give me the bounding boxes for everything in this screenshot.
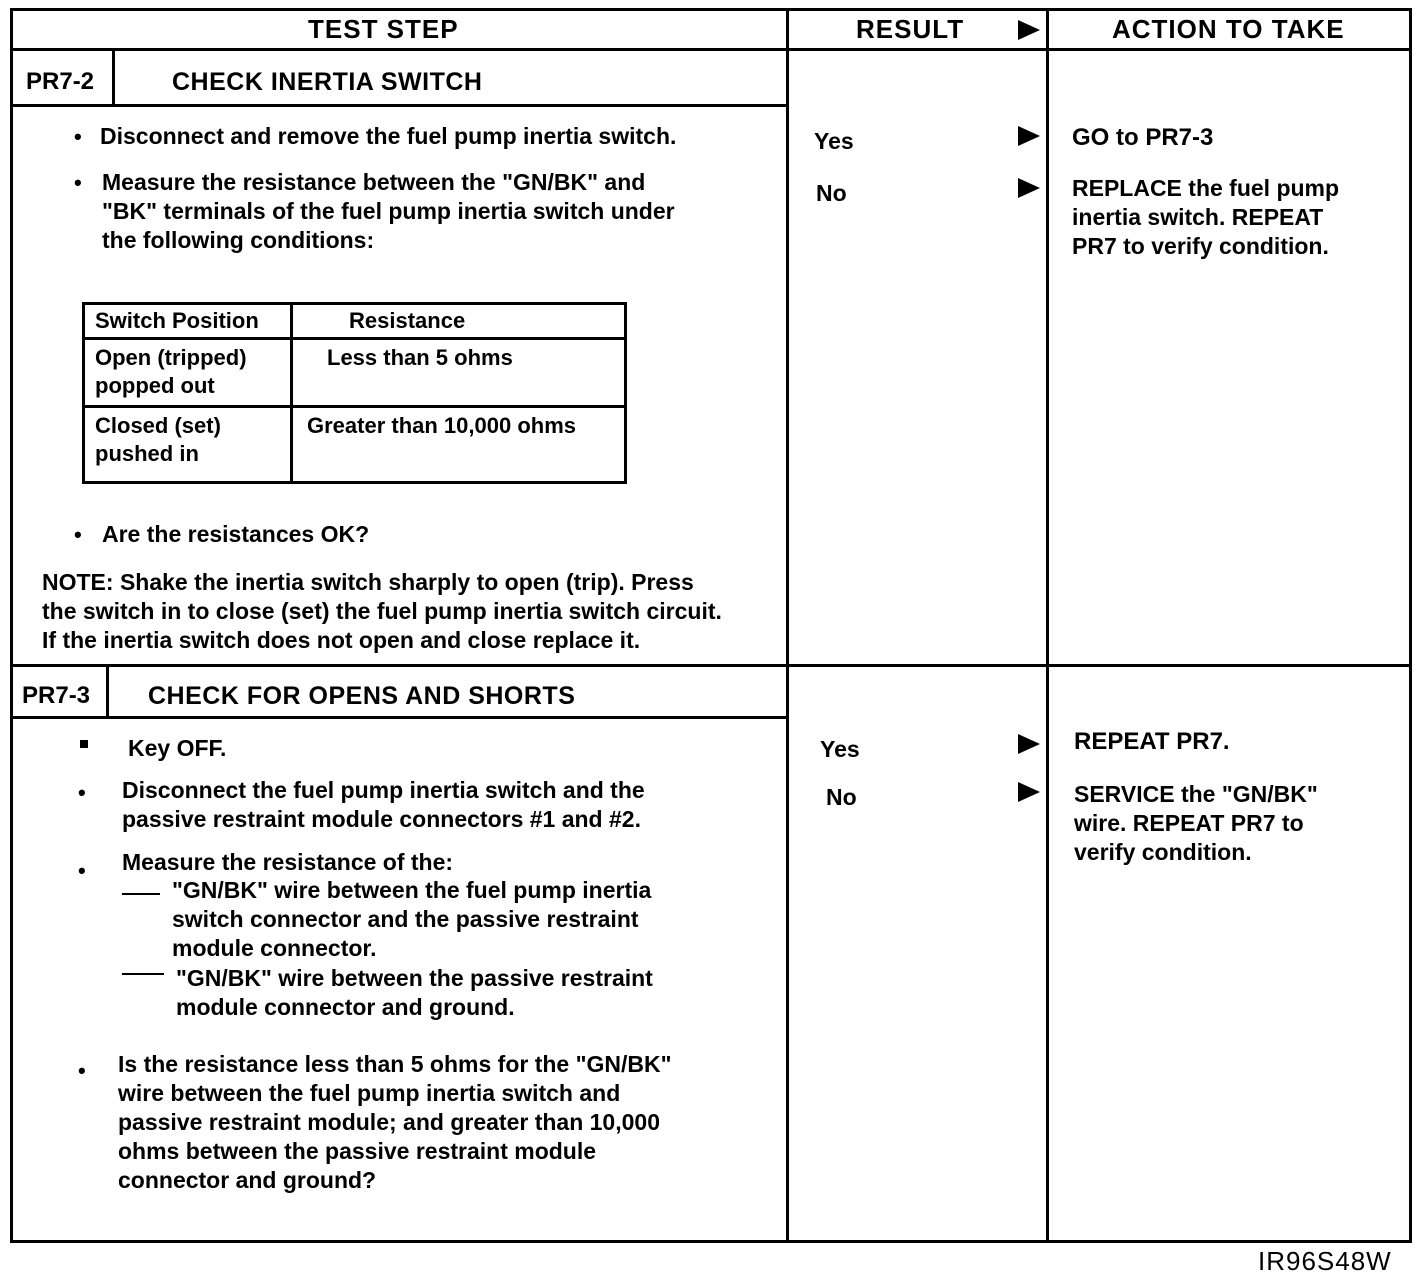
bullet-icon: • <box>74 124 82 149</box>
table-row <box>84 407 626 483</box>
bullet-icon: • <box>78 780 86 805</box>
table-header-cell: Resistance <box>292 304 626 339</box>
arrow-icon <box>1018 734 1040 754</box>
table-header-cell: Switch Position <box>84 304 292 339</box>
header-rule <box>10 48 1412 51</box>
header-arrow-icon <box>1018 20 1040 40</box>
step1-bullet3: Are the resistances OK? <box>102 521 370 547</box>
step1-bullet1: Disconnect and remove the fuel pump inertia switch. <box>100 123 677 149</box>
dash-icon <box>122 973 164 975</box>
table-cell: Open (tripped) popped out <box>84 339 292 407</box>
step1-id-divider <box>112 48 115 106</box>
step2-bullet4: Is the resistance less than 5 ohms for the "GN/BK" wire between the fuel pump inertia switch and passive restraint module; and greater than 10,000 ohms between the passive restraint module connector and ground? <box>118 1051 672 1193</box>
header-test-step: TEST STEP <box>308 14 459 44</box>
step2-id: PR7-3 <box>22 682 91 709</box>
step2-result-no: No <box>826 784 857 810</box>
table-header-row <box>84 304 626 339</box>
step2-title-rule <box>10 716 789 719</box>
arrow-icon <box>1018 178 1040 198</box>
step2-title: CHECK FOR OPENS AND SHORTS <box>148 682 576 710</box>
step1-title-rule <box>10 104 789 107</box>
step1-bullet2: Measure the resistance between the "GN/BK" and "BK" terminals of the fuel pump inertia switch under the following conditions: <box>102 169 675 253</box>
table-row <box>84 339 626 407</box>
bullet-icon: • <box>78 858 86 883</box>
arrow-icon <box>1018 126 1040 146</box>
step-separator <box>10 664 1412 667</box>
step2-id-divider <box>106 664 109 718</box>
step2-action-no: SERVICE the "GN/BK" wire. REPEAT PR7 to verify condition. <box>1074 781 1318 865</box>
step1-title: CHECK INERTIA SWITCH <box>172 68 483 96</box>
bullet-icon: • <box>74 170 82 195</box>
frame-bottom <box>10 1240 1412 1243</box>
figure-id: IR96S48W <box>1258 1246 1392 1276</box>
bullet-icon: • <box>74 522 82 547</box>
step1-action-no: REPLACE the fuel pump inertia switch. REPEAT PR7 to verify condition. <box>1072 175 1340 259</box>
resistance-table <box>82 302 627 484</box>
frame-left <box>10 8 13 1243</box>
step2-bullet2: Disconnect the fuel pump inertia switch and the passive restraint module connectors #1 and #2. <box>122 777 645 832</box>
divider-result <box>786 8 789 1243</box>
step2-bullet1: Key OFF. <box>128 735 227 761</box>
step2-sub1: "GN/BK" wire between the fuel pump inertia switch connector and the passive restraint module connector. <box>172 877 652 961</box>
square-bullet-icon <box>80 740 88 748</box>
step2-result-yes: Yes <box>820 736 860 762</box>
frame-right <box>1409 8 1412 1243</box>
dash-icon <box>122 893 160 895</box>
step1-action-yes: GO to PR7-3 <box>1072 124 1214 151</box>
step2-action-yes: REPEAT PR7. <box>1074 728 1230 755</box>
header-action: ACTION TO TAKE <box>1112 14 1345 44</box>
frame-top <box>10 8 1412 11</box>
step1-id: PR7-2 <box>26 68 95 95</box>
step1-result-yes: Yes <box>814 128 854 154</box>
step2-sub2: "GN/BK" wire between the passive restraint module connector and ground. <box>176 965 653 1020</box>
step1-note: NOTE: Shake the inertia switch sharply to open (trip). Press the switch in to close (set) the fuel pump inertia switch circuit. If the inertia switch does not open and close replace it. <box>42 569 722 653</box>
header-result: RESULT <box>856 14 965 44</box>
table-cell: Closed (set) pushed in <box>84 407 292 483</box>
step1-result-no: No <box>816 180 847 206</box>
arrow-icon <box>1018 782 1040 802</box>
step2-bullet3: Measure the resistance of the: <box>122 849 454 875</box>
table-cell: Less than 5 ohms <box>292 339 626 407</box>
table-cell: Greater than 10,000 ohms <box>292 407 626 483</box>
bullet-icon: • <box>78 1058 86 1083</box>
divider-action <box>1046 8 1049 1243</box>
